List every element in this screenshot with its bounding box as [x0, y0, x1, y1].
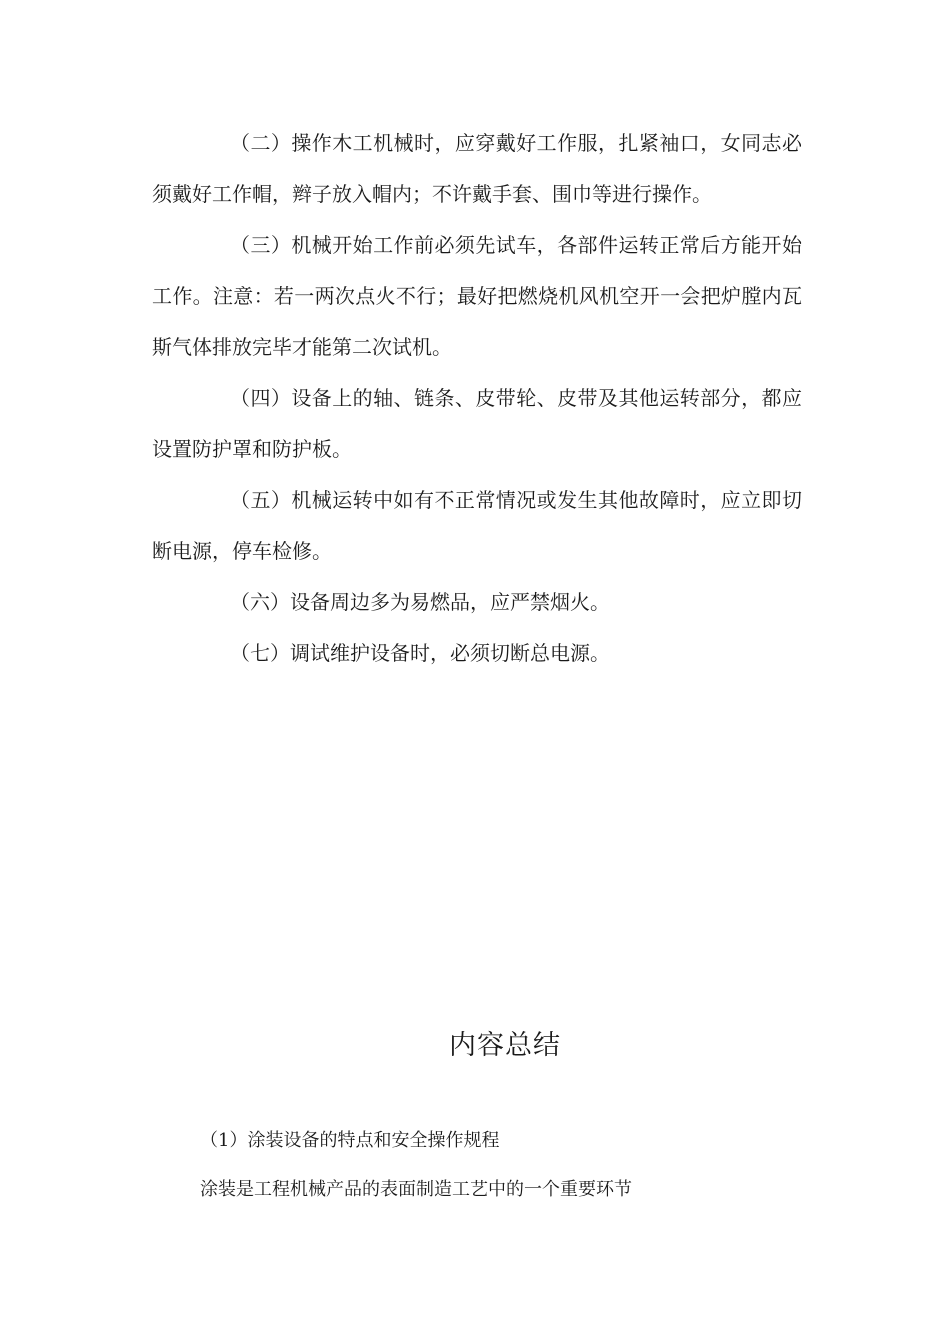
summary-heading: 内容总结	[449, 1030, 561, 1061]
rule-paragraph-3: （三）机械开始工作前必须先试车，各部件运转正常后方能开始工作。注意：若一两次点火不行；最好把燃烧机风机空开一会把炉膛内瓦斯气体排放完毕才能第二次试机。	[152, 233, 802, 359]
rule-paragraph-5: （五）机械运转中如有不正常情况或发生其他故障时，应立即切断电源，停车检修。	[152, 488, 802, 563]
summary-item-heading: （1）涂装设备的特点和安全操作规程	[200, 1130, 500, 1151]
rule-paragraph-4: （四）设备上的轴、链条、皮带轮、皮带及其他运转部分，都应设置防护罩和防护板。	[152, 386, 802, 461]
rule-paragraph-6: （六）设备周边多为易燃品，应严禁烟火。	[230, 590, 610, 614]
rule-paragraph-7: （七）调试维护设备时，必须切断总电源。	[230, 641, 610, 665]
rule-paragraph-2: （二）操作木工机械时，应穿戴好工作服，扎紧袖口，女同志必须戴好工作帽，辫子放入帽内；不许戴手套、围巾等进行操作。	[152, 131, 802, 206]
summary-item-text: 涂装是工程机械产品的表面制造工艺中的一个重要环节	[200, 1179, 632, 1200]
safety-rules-section	[152, 118, 802, 679]
